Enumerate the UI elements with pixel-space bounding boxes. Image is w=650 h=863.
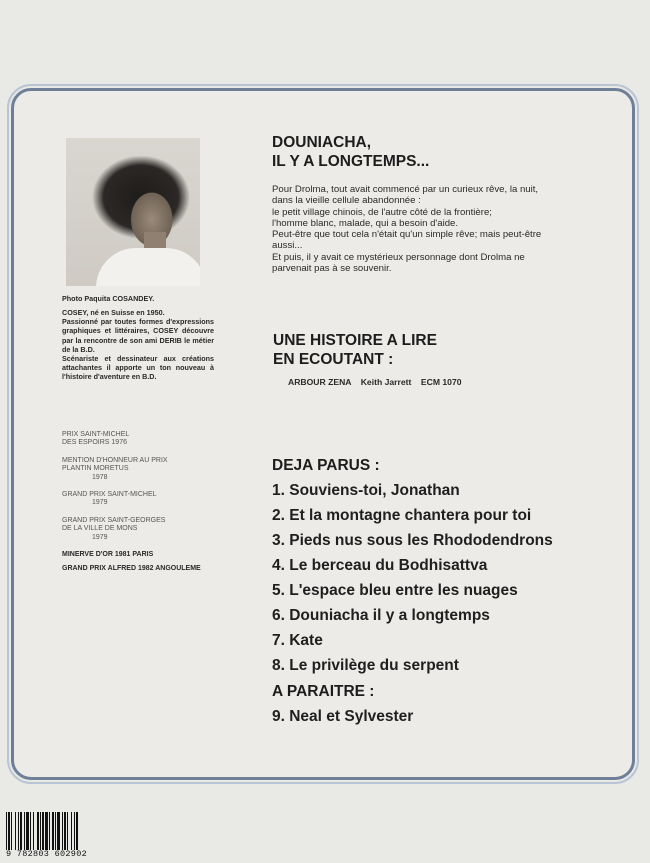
synopsis-line: l'homme blanc, malade, qui a besoin d'aide. <box>272 217 459 229</box>
a-paraitre-heading: A PARAITRE : <box>272 683 375 700</box>
prize-year: 1978 <box>92 473 108 481</box>
album-item: 9. Neal et Sylvester <box>272 708 414 725</box>
prize-text: PRIX SAINT-MICHEL DES ESPOIRS 1976 <box>62 431 130 447</box>
album-item: 2. Et la montagne chantera pour toi <box>272 507 532 524</box>
album-item: 5. L'espace bleu entre les nuages <box>272 582 518 599</box>
synopsis-line: Pour Drolma, tout avait commencé par un curieux rêve, la nuit, <box>272 184 539 195</box>
album-list <box>272 481 553 681</box>
synopsis-line: aussi... <box>272 240 303 252</box>
listening-heading <box>273 331 437 369</box>
prize-item <box>62 491 182 508</box>
title-line: IL Y A LONGTEMPS... <box>272 153 430 170</box>
author-bio <box>62 308 214 382</box>
title-line: DOUNIACHA, <box>272 134 372 151</box>
album-item: 4. Le berceau du Bodhisattva <box>272 557 488 574</box>
prize-item <box>62 457 177 482</box>
synopsis-line: Et puis, il y avait ce mystérieux personnage dont Drolma ne <box>272 251 525 263</box>
prize-item: MINERVE D'OR 1981 PARIS <box>62 551 154 559</box>
barcode <box>6 812 124 850</box>
synopsis-line: parvenait pas à se souvenir. <box>272 263 392 275</box>
bio-line: Scénariste et dessinateur aux créations attachantes il apporte un ton nouveau à l'histoire d'aventure en B.D. <box>62 354 214 382</box>
barcode-bar <box>78 812 79 850</box>
album-title <box>272 133 429 171</box>
synopsis-line: le petit village chinois, de l'autre côté de la frontière; <box>272 206 492 218</box>
bio-line: Passionné par toutes formes d'expressions graphiques et littéraires, COSEY découvre par la rencontre de son ami DERIB le métier de la B.D. <box>62 317 214 354</box>
synopsis-line: Peut-être que tout cela n'était qu'un simple rêve; mais peut-être <box>272 229 542 241</box>
album-item: 1. Souviens-toi, Jonathan <box>272 482 460 499</box>
barcode-number: 9 782803 602902 <box>6 849 88 859</box>
photo-credit: Photo Paquita COSANDEY. <box>62 294 155 303</box>
album-item: 6. Douniacha il y a longtemps <box>272 607 490 624</box>
prize-year: 1979 <box>92 499 108 507</box>
deja-parus-heading: DEJA PARUS : <box>272 457 380 474</box>
bio-line: COSEY, né en Suisse en 1950. <box>62 308 165 317</box>
author-photo <box>66 138 200 286</box>
upcoming-list <box>272 707 413 727</box>
prize-item <box>62 517 172 542</box>
prize-text: GRAND PRIX SAINT-MICHEL <box>62 491 157 499</box>
prize-text: MENTION D'HONNEUR AU PRIX PLANTIN MORETUS <box>62 456 168 473</box>
album-item: 7. Kate <box>272 632 323 649</box>
prize-year: 1979 <box>92 533 108 541</box>
prize-text: GRAND PRIX SAINT-GEORGES DE LA VILLE DE MONS <box>62 516 166 533</box>
album-item: 8. Le privilège du serpent <box>272 657 459 674</box>
album-item: 3. Pieds nus sous les Rhododendrons <box>272 532 553 549</box>
record-info: ARBOUR ZENA Keith Jarrett ECM 1070 <box>288 377 462 387</box>
prize-item <box>62 431 140 448</box>
prize-item: GRAND PRIX ALFRED 1982 ANGOULEME <box>62 565 201 573</box>
synopsis <box>272 184 594 274</box>
heading-line: UNE HISTOIRE A LIRE <box>273 332 437 349</box>
prize-list <box>62 431 232 580</box>
heading-line: EN ECOUTANT : <box>273 351 394 368</box>
synopsis-line: dans la vieille cellule abandonnée : <box>272 195 421 207</box>
